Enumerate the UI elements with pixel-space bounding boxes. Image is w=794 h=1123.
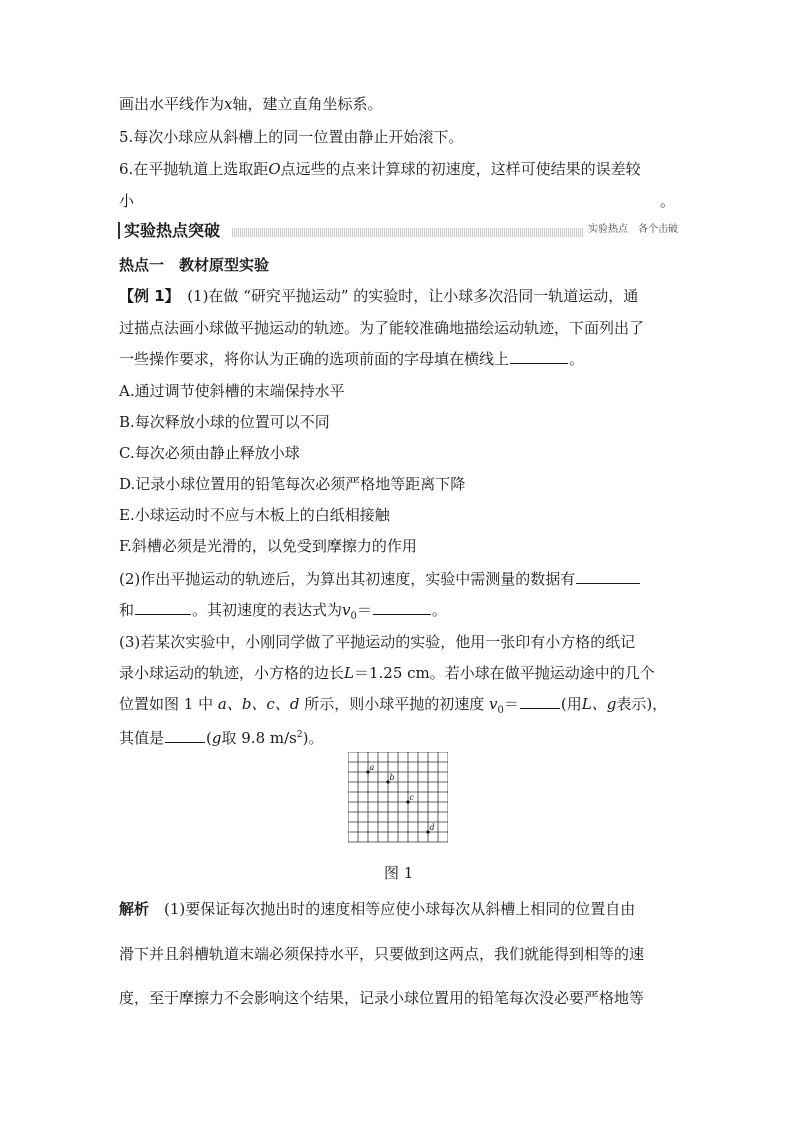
hot-point-title: 教材原型实验: [179, 256, 270, 274]
text-line: [119, 600, 447, 627]
text: 滑下并且斜槽轨道末端必须保持水平，只要做到这两点，我们就能得到相等的速: [119, 945, 645, 963]
text: ＝1.25 cm。若小球在做平抛运动途中的几个: [353, 664, 655, 682]
text: 。: [660, 192, 676, 210]
hot-point-heading: [119, 255, 269, 275]
option-b: B.每次释放小球的位置可以不同: [119, 413, 330, 431]
text: ＝: [503, 695, 519, 713]
text-line: [119, 127, 463, 147]
text-line: [119, 569, 641, 589]
point-list: a、b、c、d: [217, 695, 300, 713]
section-subtitle: 实验热点 各个击破: [584, 223, 678, 237]
text: 位置如图 1 中: [119, 695, 214, 713]
text-line: [119, 349, 584, 369]
text: 一些操作要求，将你认为正确的选项前面的字母填在横线上: [119, 350, 510, 368]
variable-v: v: [489, 695, 498, 713]
text: 。其初速度的表达式为: [192, 601, 343, 619]
variable-x: x: [224, 95, 233, 113]
text: (3)若某次实验中，小刚同学做了平抛运动的实验，他用一张印有小方格的纸记: [119, 633, 636, 651]
text: 6.在平抛轨道上选取距: [119, 160, 269, 178]
text: ＝: [356, 601, 372, 619]
text: 。: [569, 350, 585, 368]
point-label: c: [409, 793, 414, 802]
superscript: 2: [296, 730, 303, 740]
text-line: [119, 318, 644, 338]
text: 录小球运动的轨迹，小方格的边长: [119, 664, 345, 682]
text: 过描点法画小球做平抛运动的轨迹。为了能较准确地描绘运动轨迹，下面列出了: [119, 319, 645, 337]
option-d: D.记录小球位置用的铅笔每次必须严格地等距离下降: [119, 475, 466, 493]
text: 其值是: [119, 729, 165, 747]
answer-blank: [520, 694, 560, 709]
answer-blank: [576, 569, 640, 584]
text: 和: [119, 601, 135, 619]
text-line: [119, 725, 323, 748]
text: 取 9.8 m/s: [221, 729, 297, 747]
text: 5.每次小球应从斜槽上的同一位置由静止开始滚下。: [119, 128, 464, 146]
variables-lg: L、g: [581, 695, 617, 713]
text: 小: [119, 192, 135, 210]
text-line: [119, 632, 635, 652]
section-bar: [118, 222, 678, 239]
variable-l: L: [344, 664, 354, 682]
text-line: [119, 899, 635, 919]
text: 画出水平线作为: [119, 95, 225, 113]
hot-point-label: 热点一: [119, 256, 165, 274]
text: 表示)，: [616, 695, 668, 713]
text: (1)在做 “研究平抛运动” 的实验时，让小球多次沿同一轨道运动，通: [187, 287, 639, 305]
text-line: [119, 191, 675, 211]
point-label: d: [429, 823, 435, 832]
text: 点远些的点来计算球的初速度，这样可使结果的误差较: [280, 160, 641, 178]
subscript: 0: [350, 611, 357, 622]
variable-v: v: [342, 601, 351, 619]
text: (2)作出平抛运动的轨迹后，为算出其初速度，实验中需测量的数据有: [119, 570, 576, 588]
figure-caption: 图 1: [384, 864, 414, 882]
section-title: 实验热点突破: [118, 222, 220, 239]
option-a: A.通过调节使斜槽的末端保持水平: [119, 382, 345, 400]
answer-blank: [165, 728, 205, 743]
option-e: E.小球运动时不应与木板上的白纸相接触: [119, 506, 390, 524]
text: 。: [431, 601, 447, 619]
text-line: [119, 159, 641, 179]
subscript: 0: [497, 705, 504, 716]
text: (1)要保证每次抛出时的速度相等应使小球每次从斜槽上相同的位置自由: [164, 900, 636, 918]
text: 所示，则小球平抛的初速度: [304, 695, 485, 713]
text: (: [206, 729, 212, 747]
text-line: [119, 286, 638, 306]
text: 轴，建立直角坐标系。: [232, 95, 383, 113]
point-label: b: [389, 773, 395, 782]
variable-g: g: [211, 729, 222, 747]
variable-o: O: [268, 160, 281, 178]
answer-blank: [510, 349, 568, 364]
answer-blank: [373, 600, 431, 615]
text-line: [119, 944, 644, 964]
example-tag: 【例 1】: [119, 287, 173, 305]
text-line: [119, 988, 644, 1008]
text: 度，至于摩擦力不会影响这个结果，记录小球位置用的铅笔每次没必要严格地等: [119, 989, 645, 1007]
option-c: C.每次必须由静止释放小球: [119, 444, 300, 462]
answer-blank: [135, 600, 191, 615]
grid-svg: [348, 752, 448, 848]
text-line: [119, 663, 655, 683]
text-line: [119, 94, 383, 114]
text: (用: [560, 695, 582, 713]
figure-1-grid: [348, 752, 448, 852]
text-line: [119, 694, 667, 721]
text: )。: [302, 729, 324, 747]
option-f: F.斜槽必须是光滑的，以免受到摩擦力的作用: [119, 537, 417, 555]
point-label: a: [369, 763, 375, 772]
analysis-label: 解析: [119, 900, 150, 918]
